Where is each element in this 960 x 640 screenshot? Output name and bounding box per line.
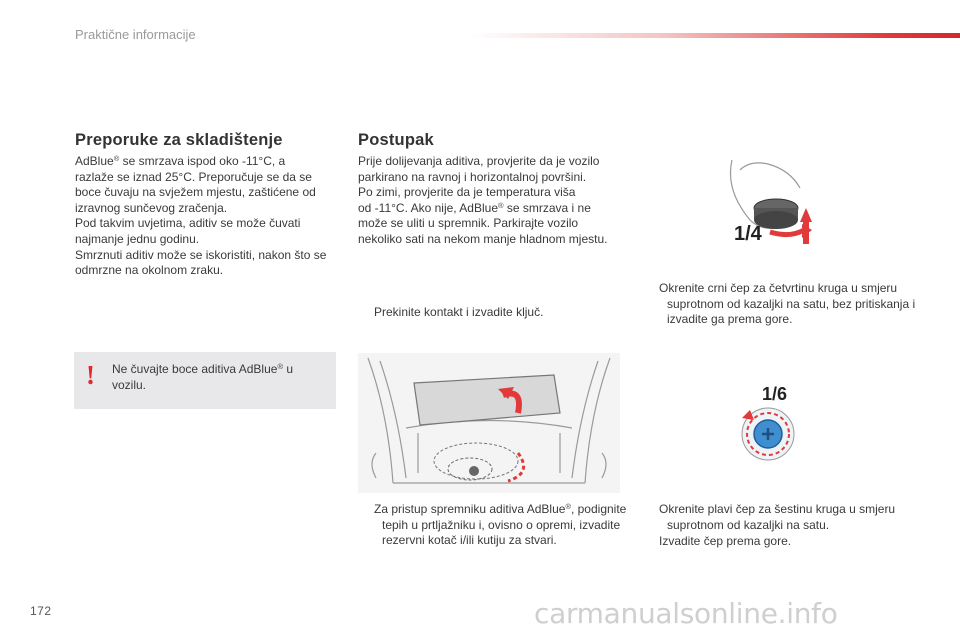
procedure-title: Postupak — [358, 131, 434, 149]
finger-outline — [740, 163, 800, 188]
black-cap-illustration — [720, 150, 830, 260]
storage-text — [75, 154, 340, 279]
up-arrow-head — [800, 208, 812, 222]
procedure-text — [358, 154, 623, 248]
step-5: Izvadite čep prema gore. — [659, 534, 792, 548]
section-header: Praktične informacije — [75, 27, 196, 42]
procedure-line: nekoliko sati na nekom manje hladnom mjestu. — [358, 231, 608, 246]
storage-line: Pod takvim uvjetima, aditiv se može čuvati — [75, 216, 301, 231]
procedure-line: od -11°C. Ako nije, AdBlue® se smrzava i ne — [358, 200, 591, 215]
warning-text: Ne čuvajte boce aditiva AdBlue® u vozilu. — [112, 362, 293, 392]
blue-cap-illustration — [728, 382, 798, 462]
storage-line: Smrznuti aditiv može se iskoristiti, nakon što se — [75, 247, 327, 262]
quarter-label: 1/4 — [734, 223, 762, 245]
up-arrow-shaft — [803, 220, 809, 244]
warning-icon: ! — [86, 360, 95, 390]
page-number: 172 — [30, 604, 52, 618]
sixth-label: 1/6 — [762, 384, 788, 404]
procedure-line: parkirano na ravnoj i horizontalnoj površini. — [358, 169, 587, 184]
watermark: carmanualsonline.info — [534, 597, 838, 630]
step-3: Okrenite crni čep za četvrtinu kruga u smjeru suprotnom od kazaljki na satu, bez pritiskanja i izvadite ga prema gore. — [659, 281, 916, 327]
filler-cap — [469, 466, 479, 476]
storage-line: izravnog sunčevog zračenja. — [75, 200, 228, 215]
storage-line: odmrzne na okolnom zraku. — [75, 263, 224, 278]
procedure-line: može se uliti u spremnik. Parkirajte vozilo — [358, 216, 579, 231]
trunk-illustration — [358, 353, 620, 493]
step-1: Prekinite kontakt i izvadite ključ. — [374, 305, 544, 319]
storage-line: boce čuvaju na svježem mjestu, zaštićene od — [75, 185, 316, 200]
storage-line: najmanje jednu godinu. — [75, 231, 200, 246]
rotate-arrow — [770, 230, 804, 235]
step-4: Okrenite plavi čep za šestinu kruga u smjeru suprotnom od kazaljki na satu. — [659, 502, 896, 532]
storage-line: razlaže se iznad 25°C. Preporučuje se da se — [75, 169, 312, 184]
header-accent-bar — [470, 33, 960, 38]
storage-line-1: AdBlue® se smrzava ispod oko -11°C, a — [75, 154, 286, 168]
procedure-line: Prije dolijevanja aditiva, provjerite da je vozilo — [358, 154, 600, 168]
storage-title: Preporuke za skladištenje — [75, 131, 283, 149]
step-2: Za pristup spremniku aditiva AdBlue®, podignite tepih u prtljažniku i, ovisno o opremi, izvadite rezervni kotač i/ili kutiju za stvari. — [374, 502, 627, 548]
procedure-line: Po zimi, provjerite da je temperatura viša — [358, 185, 576, 200]
